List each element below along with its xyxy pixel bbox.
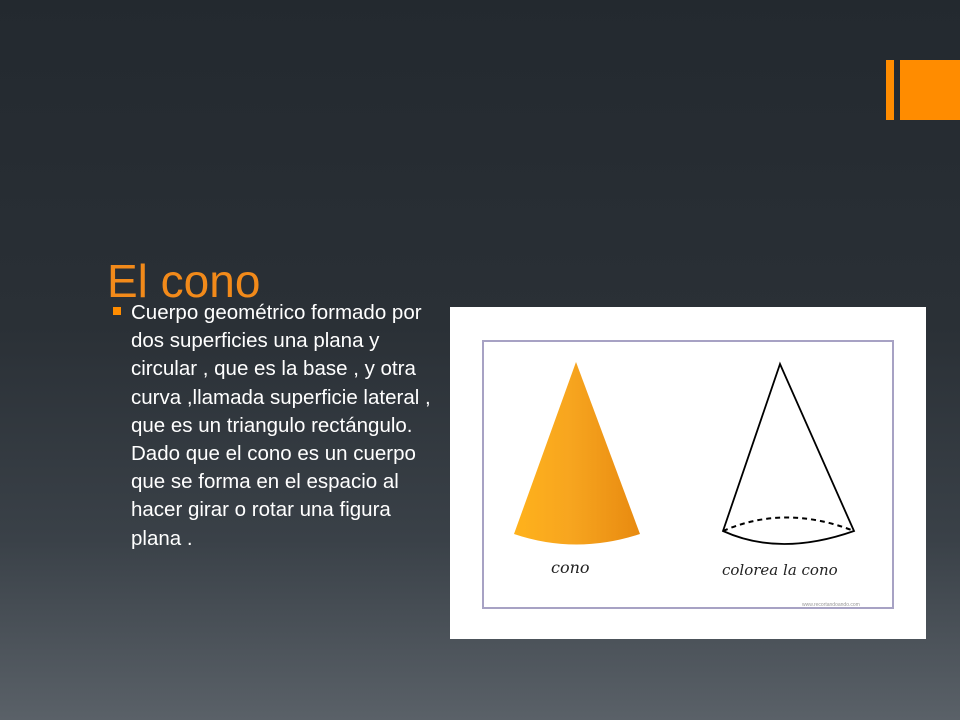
square-bullet-icon [113,307,121,315]
bullet-item [113,299,433,553]
label-cono: cono [551,558,590,577]
accent-bar-thin [886,60,894,120]
slide-title: El cono [107,254,261,307]
label-colorea: colorea la cono [722,561,838,579]
bullet-text: Cuerpo geométrico formado por dos superficies una plana y circular , que es la base , y otra curva ,llamada superficie lateral , que es un triangulo rectángulo. Dado que el cono es un cuerpo que se forma en el espacio al hacer girar o rotar una figura plana . [131,301,431,550]
outline-cone-base-back [723,518,854,532]
cone-drawing [450,307,926,639]
cone-illustration [450,307,926,639]
accent-block [900,60,960,120]
watermark: www.recortandoando.com [802,602,860,608]
filled-cone [514,362,640,545]
